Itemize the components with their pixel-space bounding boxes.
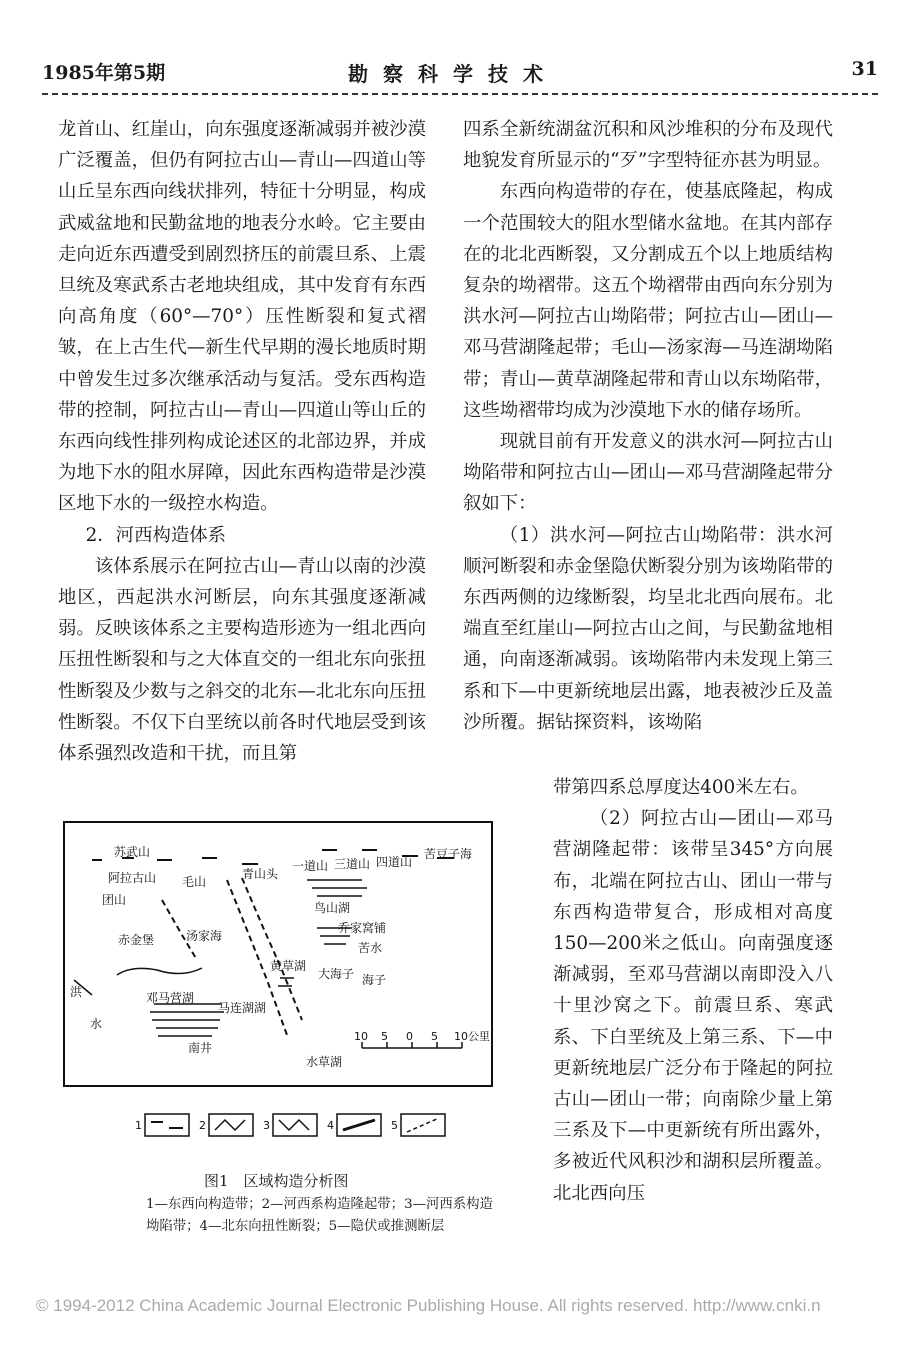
depression-outline [117, 968, 202, 975]
paragraph: 该体系展示在阿拉古山—青山以南的沙漠地区，西起洪水河断层，向东其强度逐渐减弱。反映该体系之主要构造形迹为一组北西向压扭性断裂和与之大体直交的一组北东向张扭性断裂及少数与之斜交的北东—北北东向压扭性断裂。不仅下白垩统以前各时代地层受到该体系强烈改造和干扰，而且第 [58, 555, 426, 765]
place-label: 大海子 [318, 967, 355, 981]
place-label: 洪 [70, 985, 83, 999]
figure-caption-text: 1—东西向构造带；2—河西系构造隆起带；3—河西系构造坳陷带；4—北东向扭性断裂；5—隐伏或推测断层 [146, 1197, 493, 1234]
legend-number: 4 [327, 1119, 334, 1132]
paragraph: 四系全新统湖盆沉积和风沙堆积的分布及现代地貌发育所显示的“歹”字型特征亦甚为明显。 [463, 119, 833, 172]
figure-caption-title: 图1 区域构造分析图 [204, 1172, 349, 1190]
paragraph: 带第四系总厚度达400米左右。 [553, 777, 809, 798]
fault-line [242, 878, 302, 1020]
paragraph: 龙首山、红崖山，向东强度逐渐减弱并被沙漠广泛覆盖，但仍有阿拉古山—青山—四道山等山丘呈东西向线状排列，特征十分明显，构成武威盆地和民勤盆地的地表分水岭。它主要由走向近东西遭受到剧烈挤压的前震旦系、上震旦统及寒武系古老地块组成，其中发育有东西向高角度（60°—70°）压性断裂和复式褶皱，在上古生代—新生代早期的漫长地质时期中曾发生过多次继承活动与复活。受东西构造带的控制，阿拉古山—青山—四道山等山丘的东西向线性排列构成论述区的北部边界，并成为地下水的阻水屏障，因此东西构造带是沙漠区地下水的一级控水构造。 [58, 119, 426, 515]
place-label: 汤家海 [186, 929, 223, 943]
place-label: 青山头 [242, 867, 279, 881]
map-border [64, 822, 492, 1086]
place-label: 四道山 [376, 855, 413, 869]
legend-number: 1 [135, 1119, 142, 1132]
paragraph: 现就目前有开发意义的洪水河—阿拉古山坳陷带和阿拉古山—团山—邓马营湖隆起带分叙如下： [463, 431, 833, 515]
narrow-column [553, 772, 833, 1209]
place-label: 苦豆子海 [424, 847, 473, 861]
page-number: 31 [851, 58, 878, 80]
page-header [42, 58, 878, 88]
place-label: 苏武山 [114, 845, 151, 859]
scale-label: 10公里 [454, 1030, 490, 1043]
journal-title: 勘察科学技术 [348, 62, 558, 86]
place-label: 苦水 [358, 941, 383, 955]
paragraph: （2）阿拉古山—团山—邓马营湖隆起带：该带呈345°方向展布，北端在阿拉古山、团山一带与东西构造带复合，形成相对高度150—200米之低山。向南强度逐渐减弱，至邓马营湖以南即没入八十里沙窝之下。前震旦系、寒武系、下白垩统及上第三系、下—中更新统地层广泛分布于隆起的阿拉古山—团山一带；向南除少量上第三系及下—中更新统有所出露外，多被近代风积沙和湖积层所覆盖。北北西向压 [553, 808, 833, 1204]
place-label: 水草湖 [306, 1055, 343, 1069]
place-label: 鸟山湖 [314, 901, 351, 915]
legend-number: 3 [263, 1119, 270, 1132]
legend-box [145, 1114, 189, 1136]
left-column [58, 114, 426, 769]
section-heading: 2．河西构造体系 [85, 524, 227, 546]
place-label: 毛山 [182, 875, 207, 889]
place-label: 赤金堡 [118, 933, 155, 947]
legend-number: 2 [199, 1119, 206, 1132]
paragraph: 东西向构造带的存在，使基底隆起，构成一个范围较大的阻水型储水盆地。在其内部存在的北北西断裂，又分割成五个以上地质结构复杂的坳褶带。这五个坳褶带由西向东分别为洪水河—阿拉古山坳陷带；阿拉古山—团山—邓马营湖隆起带；毛山—汤家海—马连湖坳陷带；青山—黄草湖隆起带和青山以东坳陷带，这些坳褶带均成为沙漠地下水的储存场所。 [463, 181, 833, 421]
place-label: 海子 [362, 973, 387, 987]
header-rule [42, 93, 878, 95]
place-label: 马连湖湖 [218, 1001, 267, 1015]
right-column [463, 114, 833, 738]
legend-number: 5 [391, 1119, 398, 1132]
issue-label: 1985年第5期 [42, 62, 166, 84]
scale-label: 10 [354, 1030, 368, 1043]
place-label: 三道山 [334, 857, 371, 871]
place-label: 邓马营湖 [146, 991, 195, 1005]
structure-map-figure [62, 820, 494, 1088]
figure-legend [135, 1108, 495, 1142]
place-label: 乔家窝铺 [338, 921, 387, 935]
place-label: 水 [90, 1017, 103, 1031]
scale-label: 5 [381, 1030, 388, 1043]
scale-label: 0 [406, 1030, 413, 1043]
place-label: 南井 [188, 1041, 213, 1055]
place-label: 团山 [102, 893, 127, 907]
place-label: 一道山 [292, 859, 329, 873]
place-label: 阿拉古山 [108, 871, 157, 885]
paragraph: （1）洪水河—阿拉古山坳陷带：洪水河顺河断裂和赤金堡隐伏断裂分别为该坳陷带的东西两侧的边缘断裂，均呈北北西向展布。北端直至红崖山—阿拉古山之间，与民勤盆地相通，向南逐渐减弱。该坳陷带内未发现上第三系和下—中更新统地层出露，地表被沙丘及盖沙所覆。据钻探资料，该坳陷 [463, 524, 833, 733]
place-label: 黄草湖 [270, 959, 307, 973]
copyright-footer: © 1994-2012 China Academic Journal Electronic Publishing House. All rights reserved. http://www.cnki.n [36, 1296, 821, 1315]
scale-label: 5 [431, 1030, 438, 1043]
